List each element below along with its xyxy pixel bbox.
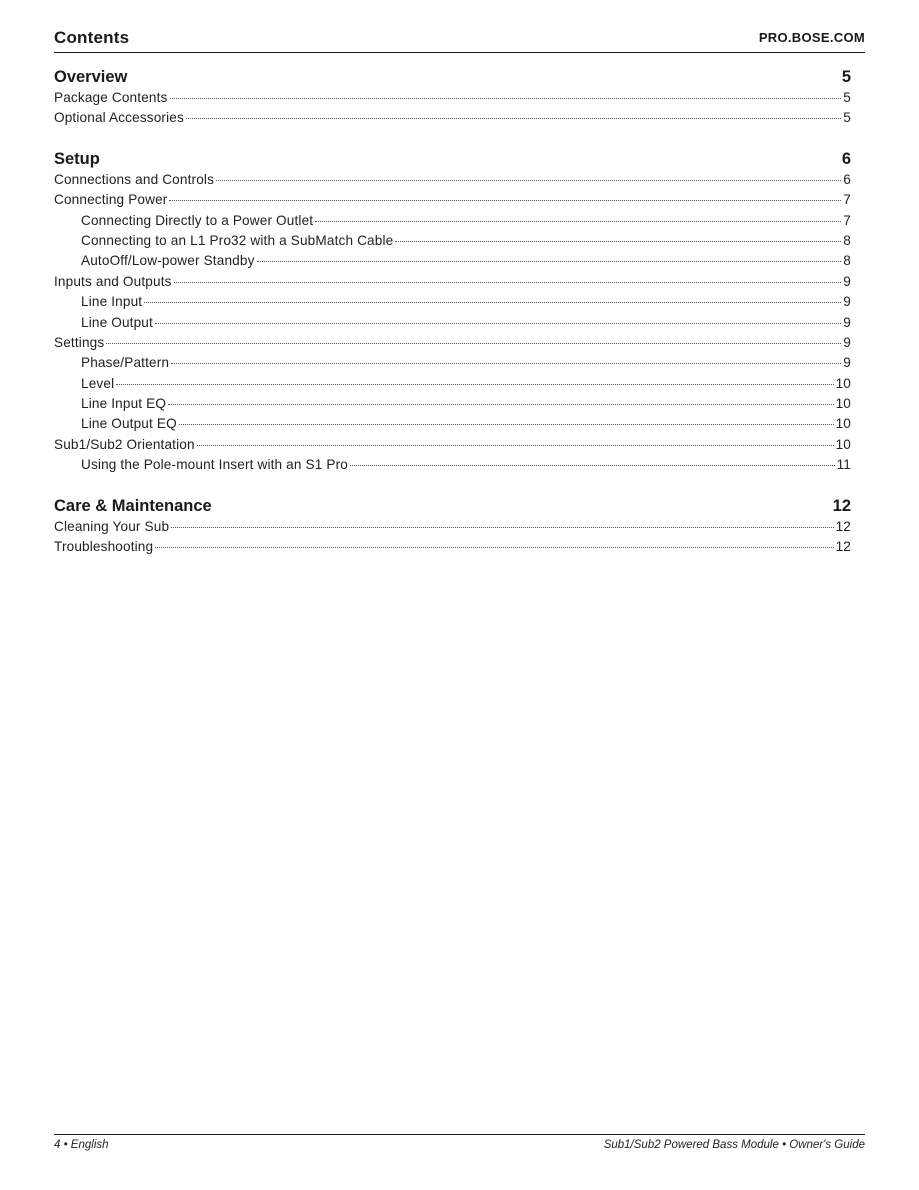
toc-entry-label: Inputs and Outputs <box>54 273 172 289</box>
toc-entry[interactable] <box>54 170 851 190</box>
toc-entry-page-number: 9 <box>843 314 851 330</box>
toc-entry[interactable] <box>54 435 851 455</box>
toc-entry-label: Line Input <box>81 294 143 310</box>
section-gap <box>54 476 851 495</box>
toc-entry-page-number: 6 <box>843 171 851 187</box>
toc-entry-label: Connecting Power <box>54 192 168 208</box>
toc-entry-label: Line Input EQ <box>81 396 167 412</box>
page-footer <box>54 1134 865 1151</box>
dot-leader <box>186 118 841 119</box>
toc-entry-page-number: 8 <box>843 253 851 269</box>
dot-leader <box>155 323 841 324</box>
toc-entry[interactable] <box>54 537 851 557</box>
toc-section-heading[interactable] <box>54 495 851 517</box>
toc-entry[interactable] <box>54 108 851 128</box>
footer-document-title: Sub1/Sub2 Powered Bass Module • Owner's Guide <box>603 1139 865 1151</box>
toc-entry-page-number: 10 <box>835 375 851 391</box>
toc-entry-label: Using the Pole-mount Insert with an S1 Pro <box>81 457 348 473</box>
toc-entry[interactable] <box>54 394 851 414</box>
toc-entry[interactable] <box>54 272 851 292</box>
toc-entry-page-number: 5 <box>843 110 851 126</box>
dot-leader <box>350 465 835 466</box>
toc-entry-label: Settings <box>54 334 105 350</box>
toc-entry-label: Connecting to an L1 Pro32 with a SubMatch Cable <box>81 232 394 248</box>
toc-entry[interactable] <box>54 333 851 353</box>
toc-entry[interactable] <box>54 231 851 251</box>
page-title: Contents <box>54 28 130 47</box>
dot-leader <box>395 241 841 242</box>
section-title: Setup <box>54 149 100 168</box>
toc-entry[interactable] <box>54 517 851 537</box>
toc-entry-page-number: 12 <box>835 539 851 555</box>
toc-entry-label: Troubleshooting <box>54 539 154 555</box>
section-title: Care & Maintenance <box>54 496 212 515</box>
toc-entry[interactable] <box>54 414 851 434</box>
dot-leader <box>170 98 842 99</box>
section-page-number: 6 <box>841 149 851 168</box>
toc-entry-label: Level <box>81 375 115 391</box>
toc-entry-label: Optional Accessories <box>54 110 184 126</box>
toc-entry-page-number: 9 <box>843 294 851 310</box>
toc-entry-page-number: 7 <box>843 192 851 208</box>
toc-entry-label: Connecting Directly to a Power Outlet <box>81 212 314 228</box>
toc-entry-page-number: 10 <box>835 416 851 432</box>
toc-entry[interactable] <box>54 313 851 333</box>
toc-section <box>54 495 851 558</box>
dot-leader <box>174 282 842 283</box>
toc-entry[interactable] <box>54 88 851 108</box>
section-title: Overview <box>54 68 128 86</box>
toc-section <box>54 66 851 129</box>
site-url: PRO.BOSE.COM <box>758 30 865 45</box>
toc-entry-page-number: 7 <box>843 212 851 228</box>
section-page-number: 5 <box>841 68 851 86</box>
section-page-number: 12 <box>832 496 851 515</box>
toc-entry[interactable] <box>54 374 851 394</box>
toc-entry-page-number: 10 <box>835 396 851 412</box>
toc-entry-label: AutoOff/Low-power Standby <box>81 253 255 269</box>
toc-entry[interactable] <box>54 455 851 475</box>
dot-leader <box>169 200 841 201</box>
dot-leader <box>106 343 841 344</box>
toc-entry-page-number: 8 <box>843 232 851 248</box>
toc-section <box>54 148 851 476</box>
toc-entry-label: Phase/Pattern <box>81 355 170 371</box>
dot-leader <box>168 404 833 405</box>
toc-section-heading[interactable] <box>54 66 851 88</box>
dot-leader <box>155 547 833 548</box>
toc-entry-label: Cleaning Your Sub <box>54 518 170 534</box>
toc-entry-page-number: 9 <box>843 334 851 350</box>
toc-entry-label: Connections and Controls <box>54 171 215 187</box>
dot-leader <box>179 424 834 425</box>
toc-entry-label: Package Contents <box>54 90 168 105</box>
footer-page-language: 4 • English <box>54 1139 109 1151</box>
toc-section-heading[interactable] <box>54 148 851 170</box>
dot-leader <box>315 221 841 222</box>
dot-leader <box>197 445 834 446</box>
toc-entry[interactable] <box>54 190 851 210</box>
section-gap <box>54 129 851 148</box>
toc-entry[interactable] <box>54 211 851 231</box>
toc-entry[interactable] <box>54 251 851 271</box>
toc-entry-page-number: 5 <box>843 90 851 105</box>
dot-leader <box>171 363 841 364</box>
toc-entry-page-number: 11 <box>836 457 851 473</box>
toc-entry-page-number: 12 <box>835 518 851 534</box>
toc-entry-label: Line Output EQ <box>81 416 177 432</box>
toc-entry-page-number: 9 <box>843 273 851 289</box>
dot-leader <box>171 527 833 528</box>
table-of-contents <box>54 66 851 557</box>
toc-entry[interactable] <box>54 353 851 373</box>
page-header <box>54 28 865 53</box>
toc-entry-label: Line Output <box>81 314 153 330</box>
toc-entry-page-number: 9 <box>843 355 851 371</box>
toc-entry-page-number: 10 <box>835 436 851 452</box>
toc-entry[interactable] <box>54 292 851 312</box>
dot-leader <box>144 302 841 303</box>
toc-entry-label: Sub1/Sub2 Orientation <box>54 436 195 452</box>
dot-leader <box>116 384 833 385</box>
dot-leader <box>257 261 842 262</box>
dot-leader <box>216 180 841 181</box>
